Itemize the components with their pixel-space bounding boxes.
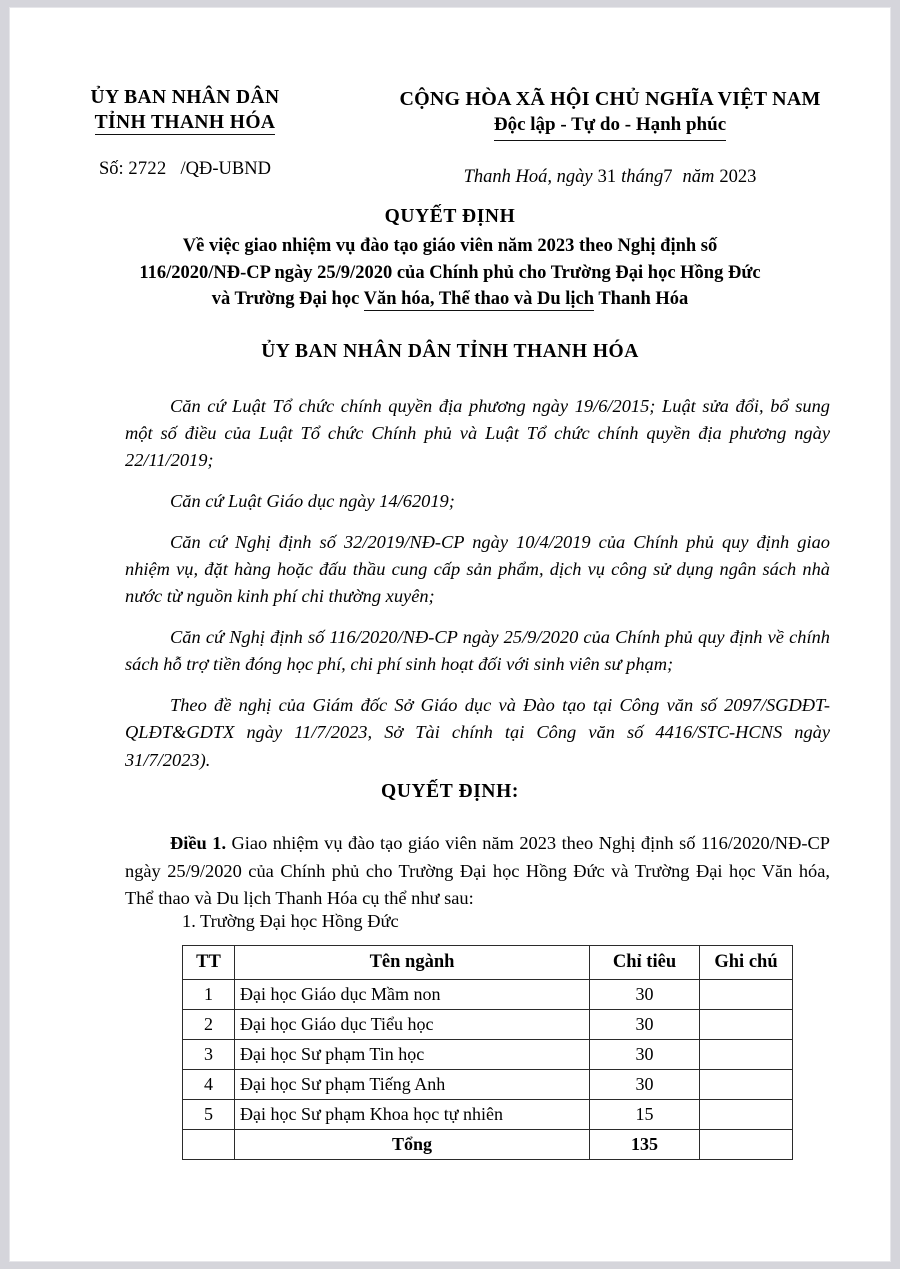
column-header-name: Tên ngành — [235, 946, 590, 980]
legal-basis-section — [125, 393, 830, 774]
cell-note — [700, 980, 793, 1010]
subject-line-1: Về việc giao nhiệm vụ đào tạo giáo viên năm 2023 theo Nghị định số — [182, 236, 718, 257]
quota-table — [182, 945, 793, 1160]
issuer-heading: ỦY BAN NHÂN DÂN TỈNH THANH HÓA — [261, 341, 639, 362]
cell-tt: 2 — [183, 1010, 235, 1040]
cell-note — [700, 1010, 793, 1040]
document-page — [10, 8, 890, 1261]
document-number-suffix: /QĐ-UBND — [180, 158, 271, 179]
cell-total-quota: 135 — [590, 1130, 700, 1160]
cell-tt: 1 — [183, 980, 235, 1010]
column-header-tt: TT — [183, 946, 235, 980]
cell-total-label: Tổng — [235, 1130, 590, 1160]
cell-quota: 30 — [590, 1070, 700, 1100]
cell-quota: 15 — [590, 1100, 700, 1130]
article-1-label: Điều 1. — [170, 833, 227, 853]
legal-basis-paragraph: Căn cứ Nghị định số 116/2020/NĐ-CP ngày 25/9/2020 của Chính phủ quy định về chính sách hỗ trợ tiền đóng học phí, chi phí sinh hoạt đối với sinh viên sư phạm; — [125, 627, 830, 675]
document-number-label: Số: — [99, 158, 124, 179]
subject-line-3-part-b: Văn hóa, Thể thao và Du lịch — [363, 289, 595, 310]
date-year-label: năm — [682, 166, 715, 187]
column-header-note: Ghi chú — [700, 946, 793, 980]
cell-tt: 3 — [183, 1040, 235, 1070]
subject-line-3 — [70, 286, 830, 312]
subsection-heading-1: 1. Trường Đại học Hồng Đức — [182, 911, 399, 931]
article-1-section — [125, 830, 830, 913]
cell-name: Đại học Sư phạm Khoa học tự nhiên — [235, 1100, 590, 1130]
table-total-row — [183, 1130, 793, 1160]
national-motto: Độc lập - Tự do - Hạnh phúc — [494, 113, 726, 141]
table-row — [183, 1070, 793, 1100]
date-day: 31 — [597, 166, 617, 187]
legal-basis-paragraph: Căn cứ Nghị định số 32/2019/NĐ-CP ngày 10/4/2019 của Chính phủ quy định giao nhiệm vụ, đặt hàng hoặc đấu thầu cung cấp sản phẩm, dịch vụ công sử dụng ngân sách nhà nước từ nguồn kinh phí chi thường xuyên; — [125, 532, 830, 607]
country-name: CỘNG HÒA XÃ HỘI CHỦ NGHĨA VIỆT NAM — [399, 88, 821, 110]
table-header-row — [183, 946, 793, 980]
date-year: 2023 — [719, 166, 757, 187]
cell-quota: 30 — [590, 1010, 700, 1040]
cell-tt: 4 — [183, 1070, 235, 1100]
document-number-value: 2722 — [128, 158, 167, 179]
table-row — [183, 1100, 793, 1130]
column-header-quota: Chỉ tiêu — [590, 946, 700, 980]
cell-note — [700, 1040, 793, 1070]
cell-name: Đại học Giáo dục Mầm non — [235, 980, 590, 1010]
legal-basis-paragraph: Theo đề nghị của Giám đốc Sở Giáo dục và Đào tạo tại Công văn số 2097/SGDĐT-QLĐT&GDTX ngày 11/7/2023, Sở Tài chính tại Công văn số 4416/STC-HCNS ngày 31/7/2023). — [125, 695, 830, 770]
title-block — [70, 204, 830, 313]
table-row — [183, 1010, 793, 1040]
document-kind-title: QUYẾT ĐỊNH — [384, 206, 516, 227]
table-row — [183, 980, 793, 1010]
subject-line-2: 116/2020/NĐ-CP ngày 25/9/2020 của Chính phủ cho Trường Đại học Hồng Đức — [139, 262, 761, 283]
cell-note — [700, 1130, 793, 1160]
place-date-prefix: Thanh Hoá, ngày — [463, 166, 593, 187]
date-month: 7 — [663, 166, 673, 187]
cell-quota: 30 — [590, 980, 700, 1010]
subject-line-3-part-a: và Trường Đại học — [211, 289, 364, 310]
article-1-text: Giao nhiệm vụ đào tạo giáo viên năm 2023 theo Nghị định số 116/2020/NĐ-CP ngày 25/9/2020 của Chính phủ cho Trường Đại học Hồng Đức và Trường Đại học Văn hóa, Thể thao và Du lịch Thanh Hóa cụ thể như sau: — [125, 833, 830, 909]
agency-name-line1: ỦY BAN NHÂN DÂN — [90, 87, 280, 108]
issuing-agency-block — [35, 86, 335, 180]
table-row — [183, 1040, 793, 1070]
national-motto-block — [355, 86, 865, 188]
document-subject — [70, 233, 830, 312]
agency-name-line2-text: TỈNH THANH HÓA — [94, 111, 276, 133]
cell-name: Đại học Sư phạm Tin học — [235, 1040, 590, 1070]
legal-basis-paragraph: Căn cứ Luật Giáo dục ngày 14/62019; — [170, 491, 455, 512]
place-and-date — [355, 167, 865, 188]
quota-table-container — [182, 945, 792, 1160]
cell-quota: 30 — [590, 1040, 700, 1070]
legal-basis-paragraph: Căn cứ Luật Tổ chức chính quyền địa phương ngày 19/6/2015; Luật sửa đổi, bổ sung một số điều của Luật Tổ chức Chính phủ và Luật Tổ chức chính quyền địa phương ngày 22/11/2019; — [125, 396, 830, 471]
subject-line-3-part-c: Thanh Hóa — [594, 289, 689, 310]
decides-heading: QUYẾT ĐỊNH: — [381, 781, 519, 802]
cell-note — [700, 1070, 793, 1100]
document-number — [35, 159, 335, 180]
cell-tt: 5 — [183, 1100, 235, 1130]
cell-name: Đại học Sư phạm Tiếng Anh — [235, 1070, 590, 1100]
article-1-paragraph — [125, 830, 830, 913]
cell-tt — [183, 1130, 235, 1160]
date-month-label: tháng — [621, 166, 664, 187]
cell-name: Đại học Giáo dục Tiểu học — [235, 1010, 590, 1040]
agency-name-line2 — [35, 111, 335, 136]
document-header — [10, 86, 890, 196]
cell-note — [700, 1100, 793, 1130]
